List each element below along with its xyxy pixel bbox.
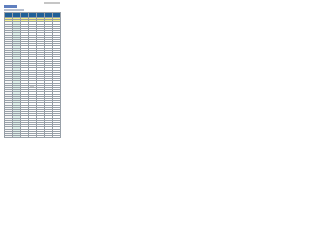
logo-text	[44, 2, 60, 4]
table-cell	[45, 136, 53, 138]
page-subtitle	[4, 9, 24, 11]
table-row	[5, 136, 61, 138]
page-title	[4, 5, 17, 8]
table-cell	[5, 136, 13, 138]
spec-table	[4, 12, 61, 138]
page-number	[30, 86, 34, 87]
table-cell	[13, 136, 21, 138]
table-cell	[53, 136, 61, 138]
table-cell	[37, 136, 45, 138]
table-body	[5, 18, 61, 138]
table-cell	[29, 136, 37, 138]
table-cell	[21, 136, 29, 138]
spec-table-wrap	[4, 12, 61, 84]
